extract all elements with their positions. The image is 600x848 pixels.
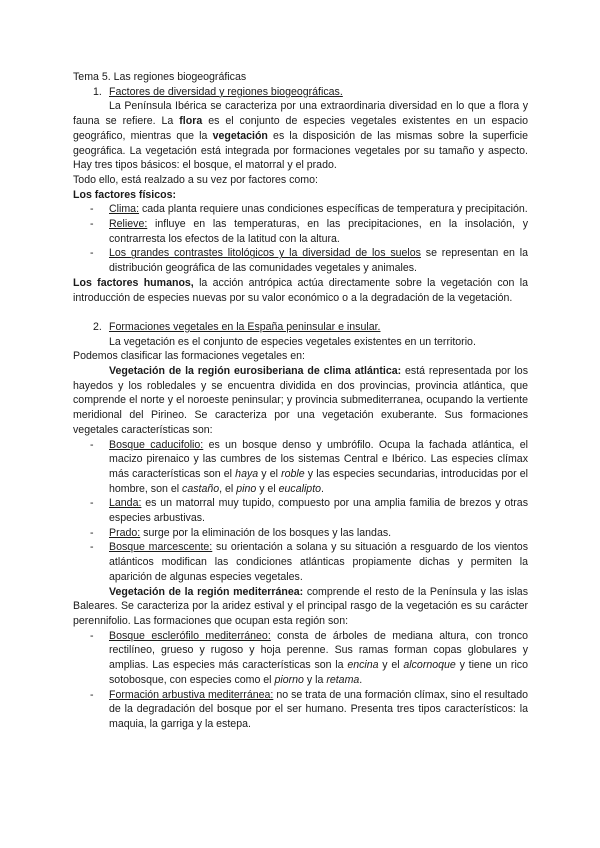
species-retama: retama (326, 673, 360, 686)
list-item (73, 246, 528, 275)
physical-factors-list (73, 202, 528, 276)
list-item (73, 202, 528, 217)
list-item (73, 526, 528, 541)
intro-text-e: es la disposición de las mismas sobre la superficie geográfica. La vegetación está integrada por formaciones vegetales por su tamaño y aspecto. Hay tres tipos básicos: el bosque, el matorral y el prado. (73, 129, 528, 172)
factor-term: Los grandes contrastes litológicos y la diversidad de los suelos (109, 247, 421, 260)
flora-term: flora (179, 115, 203, 128)
species-roble: roble (281, 467, 305, 480)
item-text: . (359, 673, 363, 686)
spacer (73, 305, 528, 320)
item-text: y el (256, 482, 279, 495)
item-term: Formación arbustiva mediterránea: (109, 688, 274, 701)
item-term: Bosque caducifolio: (109, 438, 204, 451)
item-text: , el (219, 482, 237, 495)
species-haya: haya (235, 467, 259, 480)
physical-factors-label: Los factores físicos: (73, 188, 177, 201)
item-term: Prado: (109, 526, 141, 539)
intro-text-c: es el conjunto de especies vegetales existentes en un espacio geográfico, mientras que la (73, 115, 528, 142)
section-2-title: Formaciones vegetales en la España peninsular e insular. (109, 320, 381, 333)
eurosiberian-paragraph (73, 364, 528, 438)
factor-term: Clima: (109, 203, 140, 216)
factor-text: se representan en la distribución geográfica de las comunidades vegetales y animales. (109, 247, 529, 275)
item-text: y el (258, 467, 282, 480)
item-text: y tiene un rico sotobosque, con especies como el (109, 659, 528, 686)
human-factors-text: la acción antrópica actúa directamente sobre la vegetación con la introducción de especies nuevas por su valor económico o a la degradación de la vegetación. (73, 276, 528, 304)
species-encina: encina (347, 659, 379, 672)
item-text: surge por la eliminación de los bosques y las landas. (140, 526, 392, 539)
section-1-heading (73, 85, 528, 100)
mediterranean-list (73, 629, 528, 732)
mediterranean-paragraph (73, 585, 528, 629)
classification-intro: Podemos clasificar las formaciones vegetales en: (73, 350, 305, 363)
eurosiberian-text: está representada por los hayedos y los robledales y se encuentra dividida en dos provincias, provincia atlántica, que comprende el norte y el noroeste peninsular; y provincia submediterranea, ocupando la vertiente meridional del Pirineo. Se caracteriza por una vegetación exuberante. Sus formaciones vegetales características son: (73, 365, 528, 436)
section-1-title: Factores de diversidad y regiones biogeográficas. (109, 85, 343, 98)
intro-paragraph (73, 99, 528, 173)
intro-text-a: La Península Ibérica se caracteriza por una extraordinaria diversidad en lo que a flora y fauna se refiere. La (73, 100, 528, 128)
human-factors-label: Los factores humanos, (73, 276, 194, 289)
item-text: es un matorral muy tupido, compuesto por una amplia familia de brezos y otras especies arbustivas. (109, 497, 528, 525)
factors-intro: Todo ello, está realzado a su vez por factores como: (73, 173, 318, 186)
factor-text: influye en las temperaturas, en las precipitaciones, en la insolación, y contrarresta los efectos de la latitud con la altura. (109, 218, 528, 245)
vegetacion-term: vegetación (212, 129, 268, 142)
list-item (73, 540, 528, 584)
document-page (73, 70, 528, 732)
item-term: Bosque marcescente: (109, 541, 213, 554)
section-2-intro: La vegetación es el conjunto de especies vegetales existentes en un territorio. (109, 335, 476, 348)
doc-title: Tema 5. Las regiones biogeográficas (73, 71, 247, 83)
section-2-heading (73, 320, 528, 335)
item-text: y la (303, 673, 327, 686)
factor-text: cada planta requiere unas condiciones específicas de temperatura y precipitación. (139, 203, 528, 216)
eurosiberian-list (73, 438, 528, 585)
factor-term: Relieve: (109, 218, 148, 231)
item-text: es un bosque denso y umbrófilo. Ocupa la fachada atlántica, el macizo pirenaico y las cumbres de los sistemas Central e Ibérico. Las especies clímax más características son el (109, 438, 528, 480)
list-item (73, 438, 528, 497)
item-term: Bosque esclerófilo mediterráneo: (109, 629, 271, 642)
species-eucalipto: eucalipto (278, 482, 322, 495)
item-term: Landa: (109, 497, 142, 510)
species-piorno: piorno (274, 673, 304, 686)
list-item (73, 217, 528, 246)
item-text: . (321, 482, 324, 495)
mediterranean-title: Vegetación de la región mediterránea: (109, 585, 304, 598)
item-text: y las especies secundarias, introducidas por el hombre, son el (109, 467, 529, 495)
item-text: y el (378, 659, 404, 672)
species-pino: pino (236, 482, 257, 495)
mediterranean-text: comprende el resto de la Península y las islas Baleares. Se caracteriza por la aridez estival y el principal rasgo de la vegetación es su carácter perennifolio. Las formaciones que ocupan esta región son: (73, 585, 528, 627)
item-text: consta de árboles de mediana altura, con tronco rectilíneo, grueso y rugoso y hoja perenne. Sus ramas forman copas globulares y amplias. Las especies más características son la (109, 629, 528, 672)
eurosiberian-title: Vegetación de la región eurosiberiana de clima atlántica: (109, 365, 402, 378)
item-text: no se trata de una formación clímax, sino el resultado de la degradación del bosque por el ser humano. Presenta tres tipos característicos: la maquia, la garriga y la estepa. (109, 688, 529, 730)
item-text: su orientación a solana y su situación a resguardo de los vientos atlánticos modifican las condiciones atlánticas propiamente dichas y permiten la aparición de algunas especies vegetales. (109, 541, 528, 583)
list-item (73, 688, 528, 732)
list-item (73, 629, 528, 688)
physical-factors-title (73, 188, 528, 203)
section-2-number: 2. (93, 320, 102, 333)
list-item (73, 496, 528, 525)
species-castano: castaño (182, 482, 220, 495)
human-factors-paragraph (73, 276, 528, 305)
section-1-number: 1. (93, 85, 102, 98)
species-alcornoque: alcornoque (403, 659, 456, 672)
